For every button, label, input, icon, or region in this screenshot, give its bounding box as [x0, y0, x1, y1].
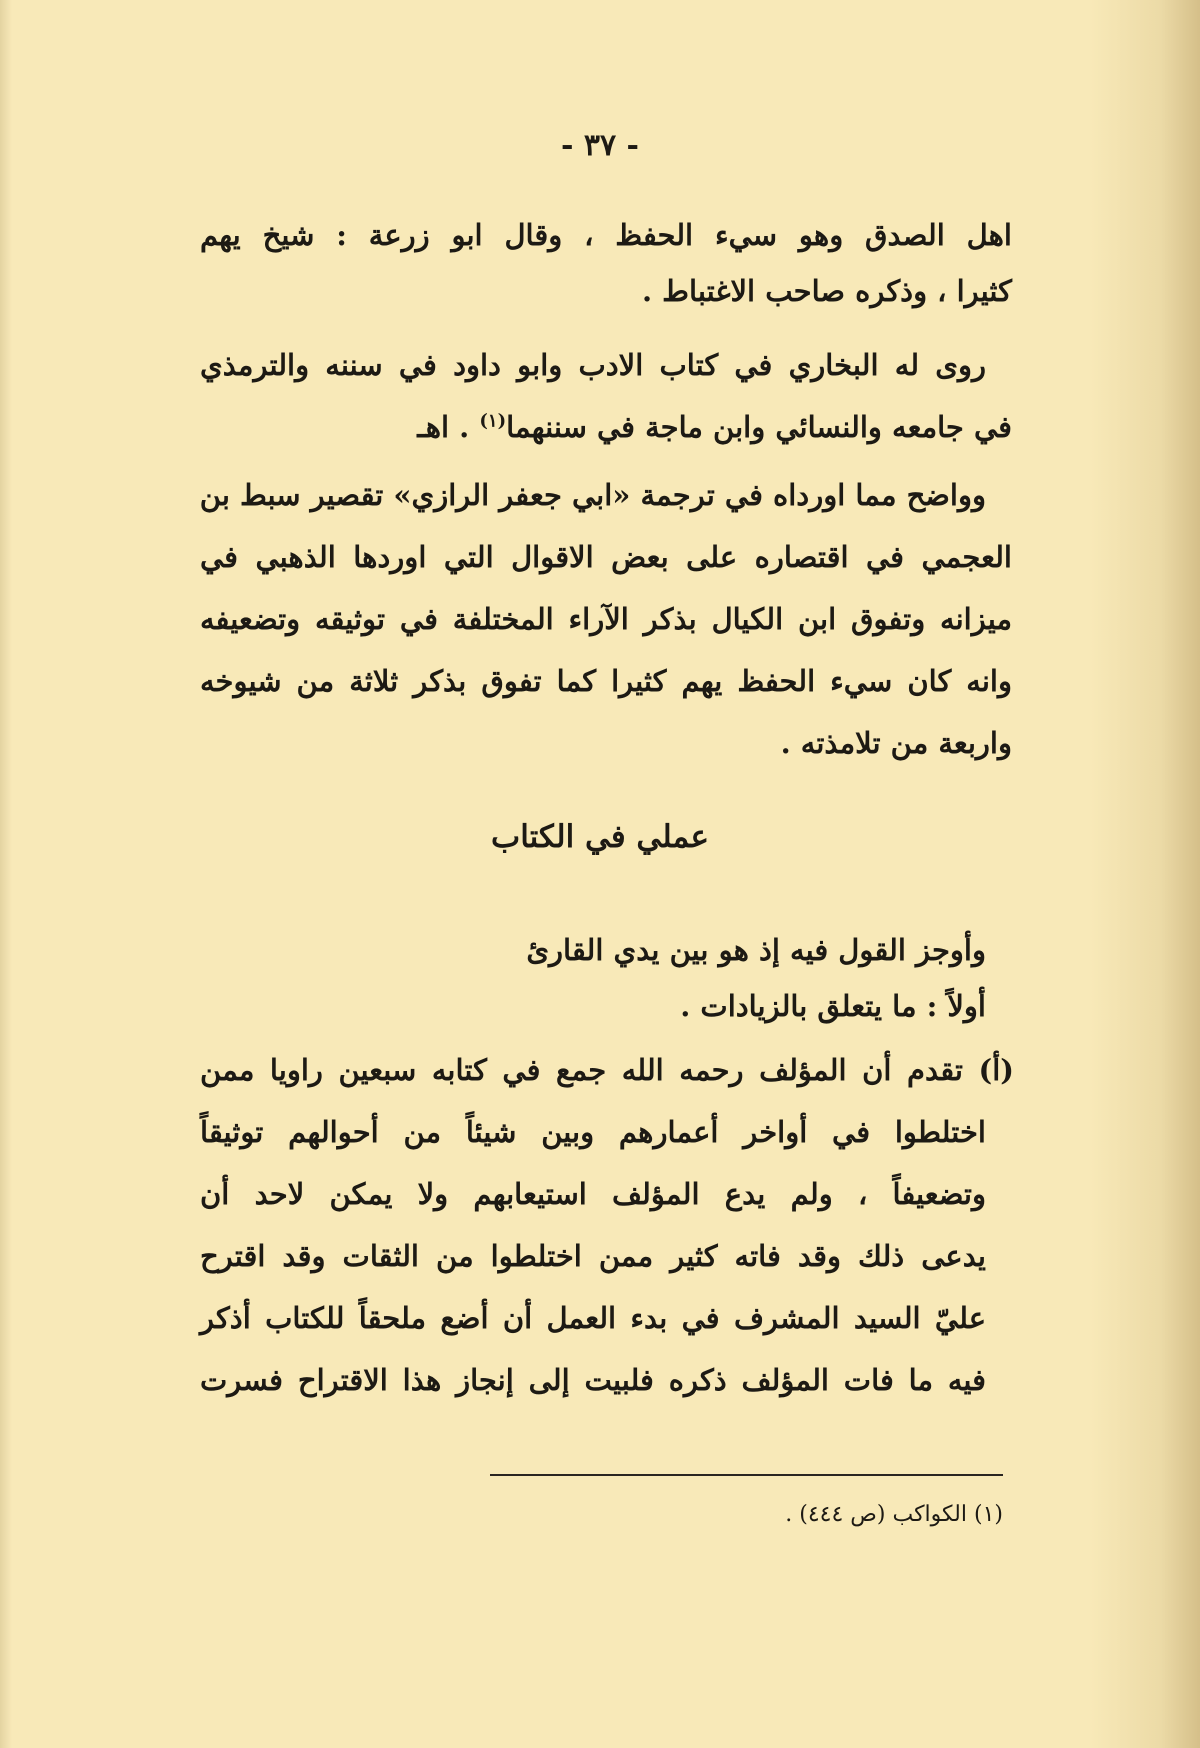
footnote-1-text: الكواكب (ص ٤٤٤) .	[785, 1502, 967, 1527]
item-a-line-1: (أ) تقدم أن المؤلف رحمه الله جمع في كتابه سبعين راويا ممن	[200, 1053, 1014, 1087]
first-point-heading: أولاً : ما يتعلق بالزيادات .	[680, 989, 986, 1023]
page-number: - ٣٧ -	[560, 128, 640, 163]
paragraph-3-line-5: واربعة من تلامذته .	[780, 726, 1012, 760]
paragraph-3-line-3: ميزانه وتفوق ابن الكيال بذكر الآراء المختلفة في توثيقه وتضعيفه	[200, 602, 1012, 636]
paragraph-3-line-4: وانه كان سيء الحفظ يهم كثيرا كما تفوق بذكر ثلاثة من شيوخه	[200, 664, 1012, 698]
paragraph-2-line-2-text: في جامعه والنسائي وابن ماجة في سننهما	[506, 410, 1012, 444]
footnote-separator	[490, 1474, 1003, 1476]
paragraph-3-line-2: العجمي في اقتصاره على بعض الاقوال التي اوردها الذهبي في	[200, 540, 1012, 574]
paragraph-2-line-2	[417, 407, 1012, 447]
paragraph-1-line-1: اهل الصدق وهو سيء الحفظ ، وقال ابو زرعة : شيخ يهم	[200, 218, 1012, 252]
item-a-line-3: وتضعيفاً ، ولم يدع المؤلف استيعابهم ولا يمكن لاحد أن	[200, 1177, 986, 1211]
footnote-1-marker: (١)	[973, 1502, 1003, 1527]
item-a-line-4: يدعى ذلك وقد فاته كثير ممن اختلطوا من الثقات وقد اقترح	[200, 1239, 986, 1273]
section-intro: وأوجز القول فيه إذ هو بين يدي القارئ	[526, 933, 986, 967]
item-a-line-5: عليّ السيد المشرف في بدء العمل أن أضع ملحقاً للكتاب أذكر	[200, 1301, 986, 1335]
paragraph-2-line-1: روى له البخاري في كتاب الادب وابو داود في سننه والترمذي	[200, 348, 986, 382]
section-heading: عملي في الكتاب	[491, 819, 709, 855]
paragraph-3-line-1: وواضح مما اورداه في ترجمة «ابي جعفر الرازي» تقصير سبط بن	[199, 478, 986, 512]
paragraph-2-line-2-tail: . اهـ	[417, 410, 480, 444]
paragraph-1-line-2: كثيرا ، وذكره صاحب الاغتباط .	[641, 274, 1012, 308]
footnote-1	[785, 1498, 1003, 1532]
item-a-line-6: فيه ما فات المؤلف ذكره فلبيت إلى إنجاز هذا الاقتراح فسرت	[200, 1363, 986, 1397]
item-a-line-2: اختلطوا في أواخر أعمارهم وبين شيئاً من أحوالهم توثيقاً	[200, 1115, 986, 1149]
footnote-reference-1[interactable]: (١)	[479, 410, 507, 432]
